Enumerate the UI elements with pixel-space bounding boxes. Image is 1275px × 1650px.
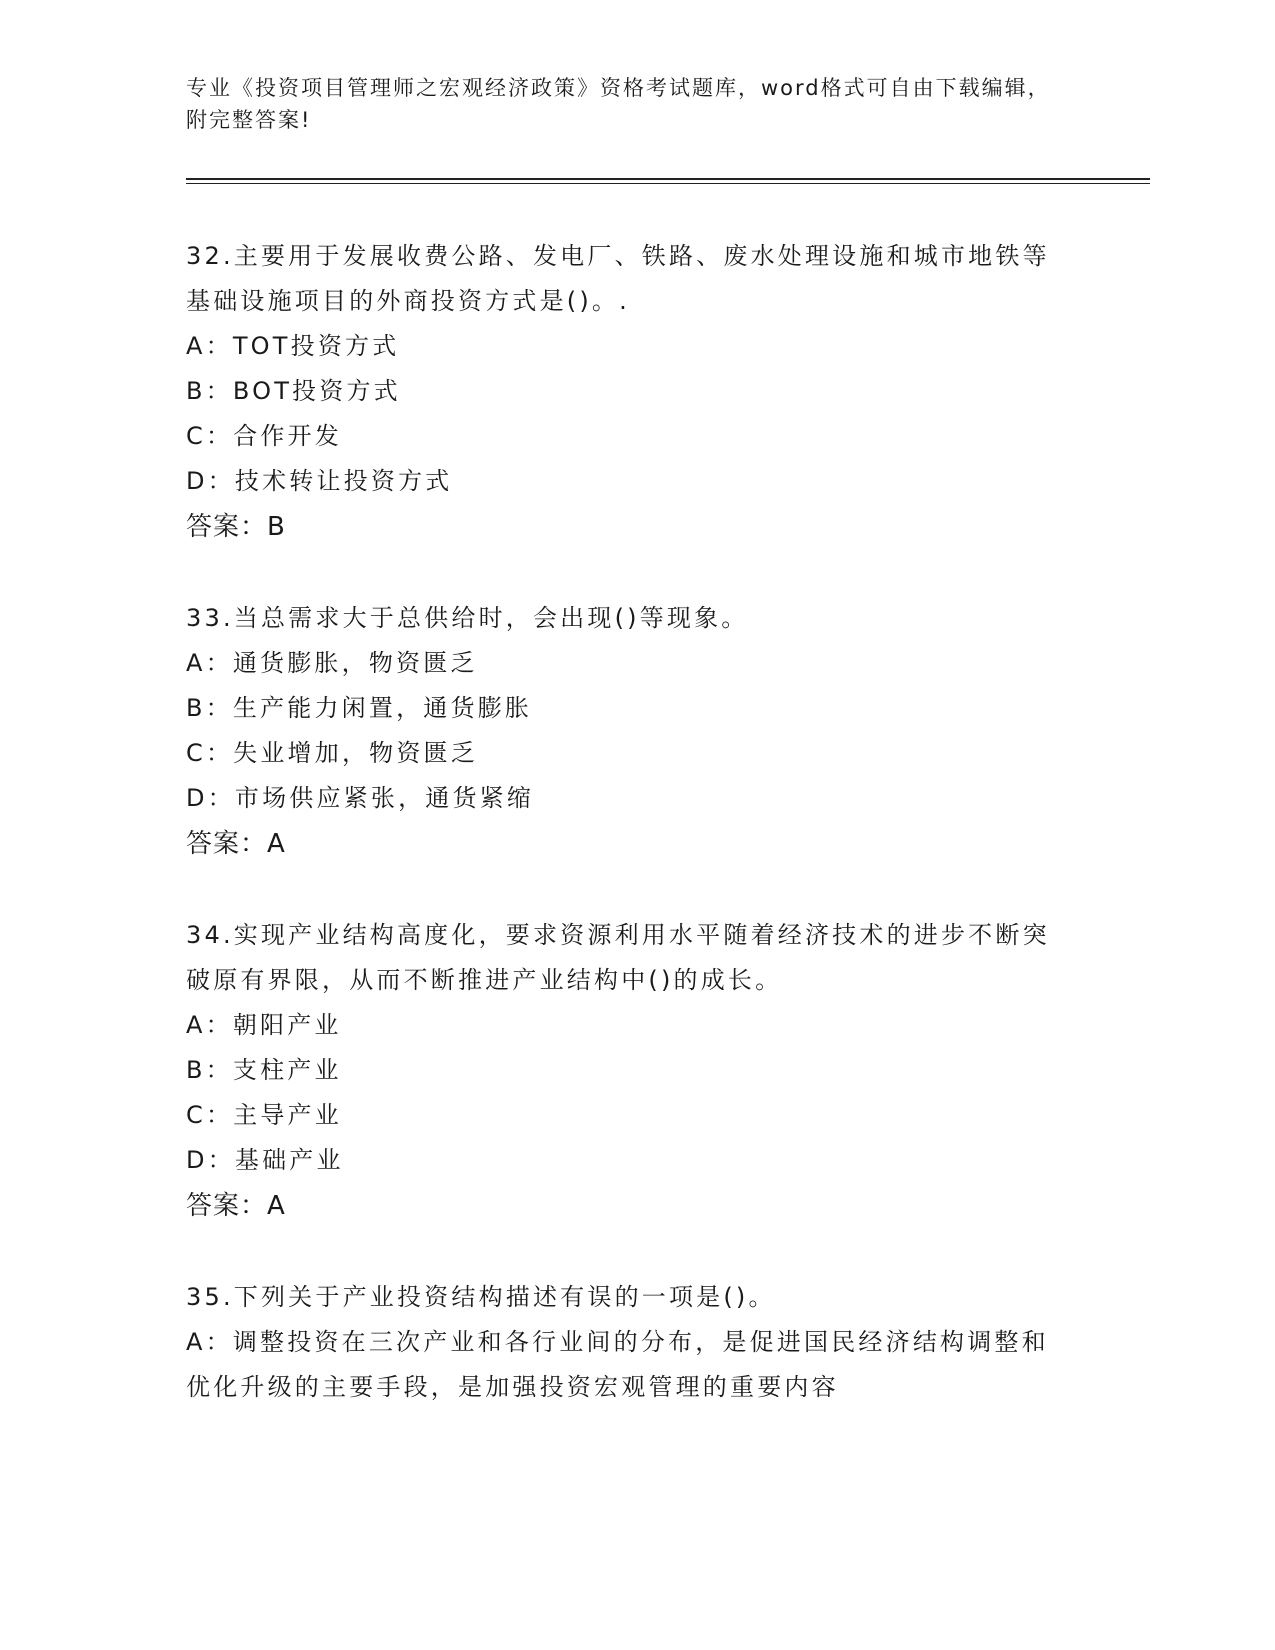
option-b: B：BOT投资方式 [186, 377, 401, 405]
answer-label: 答案：A [186, 1191, 286, 1221]
answer-label: 答案：A [186, 829, 286, 859]
question-35 [186, 1275, 1066, 1410]
header-divider-thin [186, 183, 1150, 184]
option-a: A：TOT投资方式 [186, 332, 400, 360]
question-stem: 34.实现产业结构高度化，要求资源利用水平随着经济技术的进步不断突破原有界限，从而不断推进产业结构中()的成长。 [186, 921, 1050, 994]
option-d: D：基础产业 [186, 1146, 344, 1174]
option-c: C：合作开发 [186, 422, 342, 450]
question-stem: 33.当总需求大于总供给时，会出现()等现象。 [186, 604, 749, 632]
option-d: D：技术转让投资方式 [186, 467, 453, 495]
option-c: C：主导产业 [186, 1101, 342, 1129]
option-d: D：市场供应紧张，通货紧缩 [186, 784, 535, 812]
header-divider-thick [186, 178, 1150, 180]
question-34 [186, 913, 1066, 1229]
question-stem: 35.下列关于产业投资结构描述有误的一项是()。 [186, 1283, 776, 1311]
answer-label: 答案：B [186, 512, 286, 542]
question-stem: 32.主要用于发展收费公路、发电厂、铁路、废水处理设施和城市地铁等基础设施项目的外商投资方式是()。. [186, 242, 1050, 315]
document-header-intro: 专业《投资项目管理师之宏观经济政策》资格考试题库，word格式可自由下载编辑，附完整答案! [186, 76, 1051, 132]
option-a: A：朝阳产业 [186, 1011, 342, 1039]
question-list [186, 234, 1066, 1456]
option-a: A：调整投资在三次产业和各行业间的分布，是促进国民经济结构调整和优化升级的主要手段，是加强投资宏观管理的重要内容 [186, 1328, 1049, 1401]
question-32 [186, 234, 1066, 550]
option-a: A：通货膨胀，物资匮乏 [186, 649, 478, 677]
option-b: B：生产能力闲置，通货膨胀 [186, 694, 533, 722]
option-b: B：支柱产业 [186, 1056, 342, 1084]
option-c: C：失业增加，物资匮乏 [186, 739, 478, 767]
question-33 [186, 596, 1066, 867]
